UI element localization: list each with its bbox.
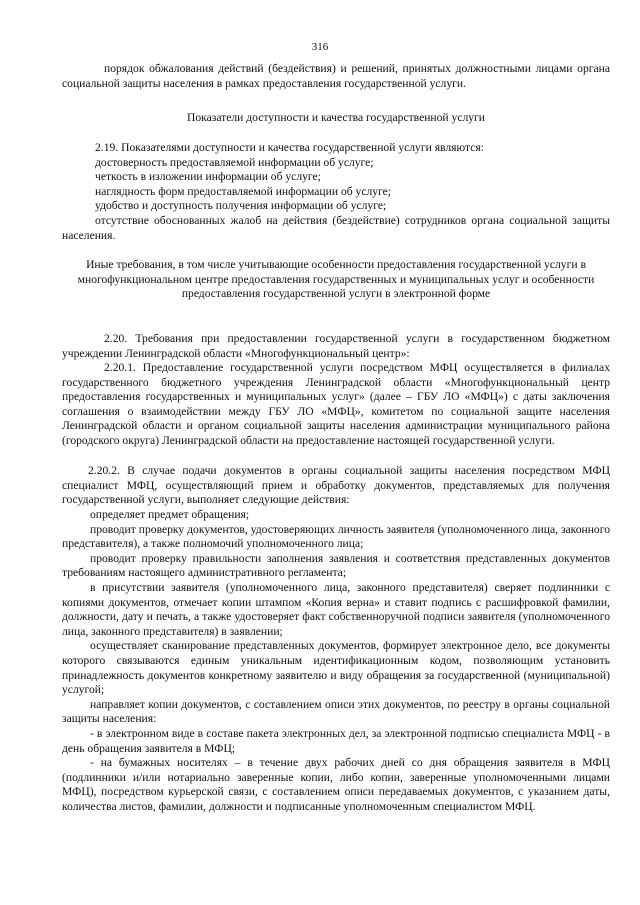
page-number: 316 bbox=[311, 41, 329, 53]
action-item-4: в присутствии заявителя (уполномоченного лица, законного представителя) сверяет подлинники с копиями документов, отмечает копии штампом «Копия верна» и ставит подпись с расшифровкой фамилии, должности, дату и печать, а также удостоверяет факт собственноручной подписи заявителя (уполномоченного лица, законного представителя) в заявлении; bbox=[62, 580, 610, 638]
sub-actions-list bbox=[62, 727, 610, 815]
action-item-5: осуществляет сканирование представленных документов, формирует электронное дело, все документы которого связываются единым уникальным идентификационным кодом, позволяющим установить принадлежность документов конкретному заявителю и виду обращения за государственной (муниципальной) услугой; bbox=[62, 639, 610, 697]
p219-item-3: наглядность форм предоставляемой информации об услуге; bbox=[95, 184, 392, 198]
section-title: Показатели доступности и качества государственной услуги bbox=[186, 111, 486, 124]
section-2-20-1: 2.20.1. Предоставление государственной услуги посредством МФЦ осуществляется в филиалах государственного бюджетного учреждения Ленинградской области «Многофункциональный центр предоставления государственных и муниципальных услуг» (далее – ГБУ ЛО «МФЦ») с даты заключения соглашения о взаимодействии между ГБУ ЛО «МФЦ», комитетом по социальной защите населения Ленинградской области и органом социальной защиты населения администрации муниципального района (городского округа) Ленинградской области на предоставление настоящей государственной услуги. bbox=[62, 361, 610, 447]
section-2-19 bbox=[62, 141, 610, 243]
p219-lead: 2.19. Показателями доступности и качества государственной услуги являются: bbox=[95, 141, 484, 154]
p219-item-4: удобство и доступность получения информации об услуге; bbox=[95, 199, 387, 213]
section-2-20: 2.20. Требования при предоставлении государственной услуги в государственном бюджетном учреждении Ленинградской области «Многофункциональный центр»: bbox=[62, 332, 610, 360]
action-item-1: определяет предмет обращения; bbox=[90, 508, 250, 521]
action-item-2: проводит проверку документов, удостоверяющих личность заявителя (уполномоченного лица, законного представителя), а также полномочий уполномоченного лица; bbox=[62, 522, 610, 551]
other-requirements-title: Иные требования, в том числе учитывающие особенности предоставления государственной услуги в многофункциональном центре предоставления государственных и муниципальных услуг и особенности предоставления государственной услуги в электронной форме bbox=[77, 258, 595, 301]
p219-item-5: отсутствие обоснованных жалоб на действия (бездействие) сотрудников органа социальной защиты населения. bbox=[62, 213, 610, 242]
action-item-6: направляет копии документов, с составлением описи этих документов, по реестру в органы социальной защиты населения: bbox=[62, 697, 610, 726]
p219-item-1: достоверность предоставляемой информации об услуге; bbox=[95, 155, 374, 169]
intro-paragraph: порядок обжалования действий (бездействия) и решений, принятых должностными лицами органа социальной защиты населения в рамках предоставления государственной услуги. bbox=[62, 62, 610, 90]
sub-action-paper: - на бумажных носителях – в течение двух рабочих дней со дня обращения заявителя в МФЦ (подлинники и/или нотариально заверенные копии, либо копии, заверенные уполномоченными лицами МФЦ), посредством курьерской связи, с составлением описи передаваемых документов, с указанием даты, количества листов, фамилии, должности и подписанные уполномоченным специалистом МФЦ. bbox=[62, 756, 610, 813]
sub-action-electronic: - в электронном виде в составе пакета электронных дел, за электронной подписью специалиста МФЦ - в день обращения заявителя в МФЦ; bbox=[62, 727, 610, 755]
section-2-20-2: 2.20.2. В случае подачи документов в органы социальной защиты населения посредством МФЦ специалист МФЦ, осуществляющий прием и обработку документов, представляемых для получения государственной услуги, выполняет следующие действия: bbox=[62, 464, 610, 507]
p219-item-2: четкость в изложении информации об услуге; bbox=[95, 170, 321, 184]
actions-list bbox=[62, 508, 610, 727]
action-item-3: проводит проверку правильности заполнения заявления и соответствия представленных документов требованиям настоящего административного регламента; bbox=[62, 551, 610, 580]
